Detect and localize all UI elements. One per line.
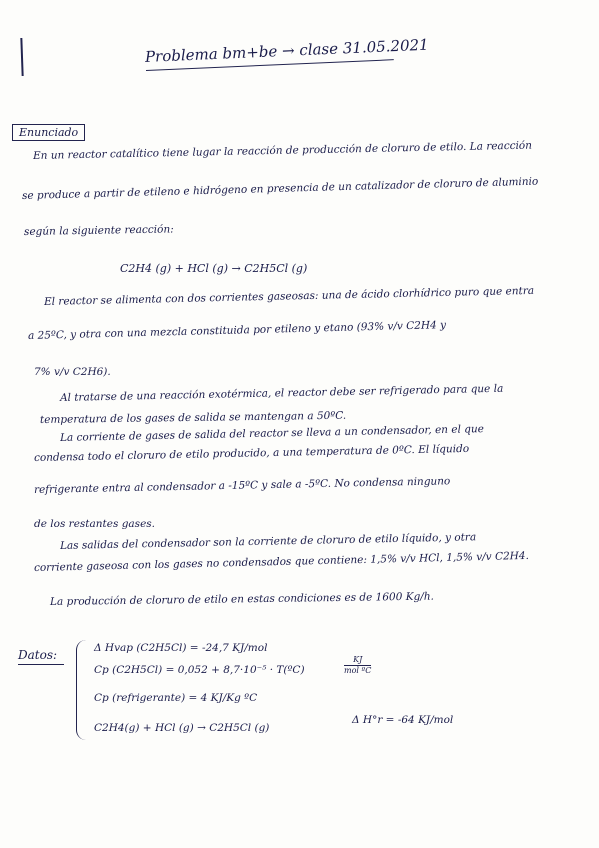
datos-line-4: C2H4(g) + HCl (g) → C2H5Cl (g) xyxy=(94,722,270,734)
enunciado-line-8: temperatura de los gases de salida se mantengan a 50ºC. xyxy=(39,409,347,426)
cp-unit-fraction xyxy=(344,655,371,676)
enunciado-line-5: a 25ºC, y otra con una mezcla constituida por etileno y etano (93% v/v C2H4 y xyxy=(27,319,447,342)
enunciado-line-4: El reactor se alimenta con dos corrientes gaseosas: una de ácido clorhídrico puro que entra xyxy=(43,284,535,308)
datos-line-1: Δ Hvap (C2H5Cl) = -24,7 KJ/mol xyxy=(94,642,268,654)
datos-line-3: Cp (refrigerante) = 4 KJ/Kg ºC xyxy=(94,692,258,704)
enunciado-line-6: 7% v/v C2H6). xyxy=(34,366,111,378)
enunciado-line-10: condensa todo el cloruro de etilo producido, a una temperatura de 0ºC. El líquido xyxy=(33,442,470,464)
cp-unit-numerator: KJ xyxy=(344,655,371,666)
enunciado-line-1: En un reactor catalítico tiene lugar la reacción de producción de cloruro de etilo. La reacción xyxy=(32,139,533,162)
enunciado-line-11: refrigerante entra al condensador a -15ºC y sale a -5ºC. No condensa ninguno xyxy=(33,475,451,496)
enunciado-line-15: La producción de cloruro de etilo en estas condiciones es de 1600 Kg/h. xyxy=(49,590,434,608)
datos-label: Datos: xyxy=(18,648,58,662)
reaction-enthalpy: Δ H°r = -64 KJ/mol xyxy=(352,714,454,726)
enunciado-line-13: Las salidas del condensador son la corriente de cloruro de etilo líquido, y otra xyxy=(59,531,477,552)
margin-mark xyxy=(20,38,23,76)
cp-unit-denominator: mol ºC xyxy=(344,666,372,675)
enunciado-line-2: se produce a partir de etileno e hidrógeno en presencia de un catalizador de cloruro de aluminio xyxy=(21,175,539,202)
section-label-enunciado: Enunciado xyxy=(12,124,85,141)
enunciado-line-3: según la siguiente reacción: xyxy=(23,223,174,238)
datos-brace xyxy=(76,640,87,740)
reaction-equation: C2H4 (g) + HCl (g) → C2H5Cl (g) xyxy=(120,262,308,275)
enunciado-line-12: de los restantes gases. xyxy=(34,518,156,530)
datos-line-2: Cp (C2H5Cl) = 0,052 + 8,7·10⁻⁵ · T(ºC) xyxy=(94,664,305,676)
enunciado-line-9: La corriente de gases de salida del reactor se lleva a un condensador, en el que xyxy=(59,423,485,444)
datos-underline xyxy=(18,664,64,665)
enunciado-line-7: Al tratarse de una reacción exotérmica, el reactor debe ser refrigerado para que la xyxy=(59,382,504,404)
enunciado-line-14: corriente gaseosa con los gases no condensados que contiene: 1,5% v/v HCl, 1,5% v/v C2H4. xyxy=(33,549,530,574)
page-title: Problema bm+be → clase 31.05.2021 xyxy=(144,35,429,66)
